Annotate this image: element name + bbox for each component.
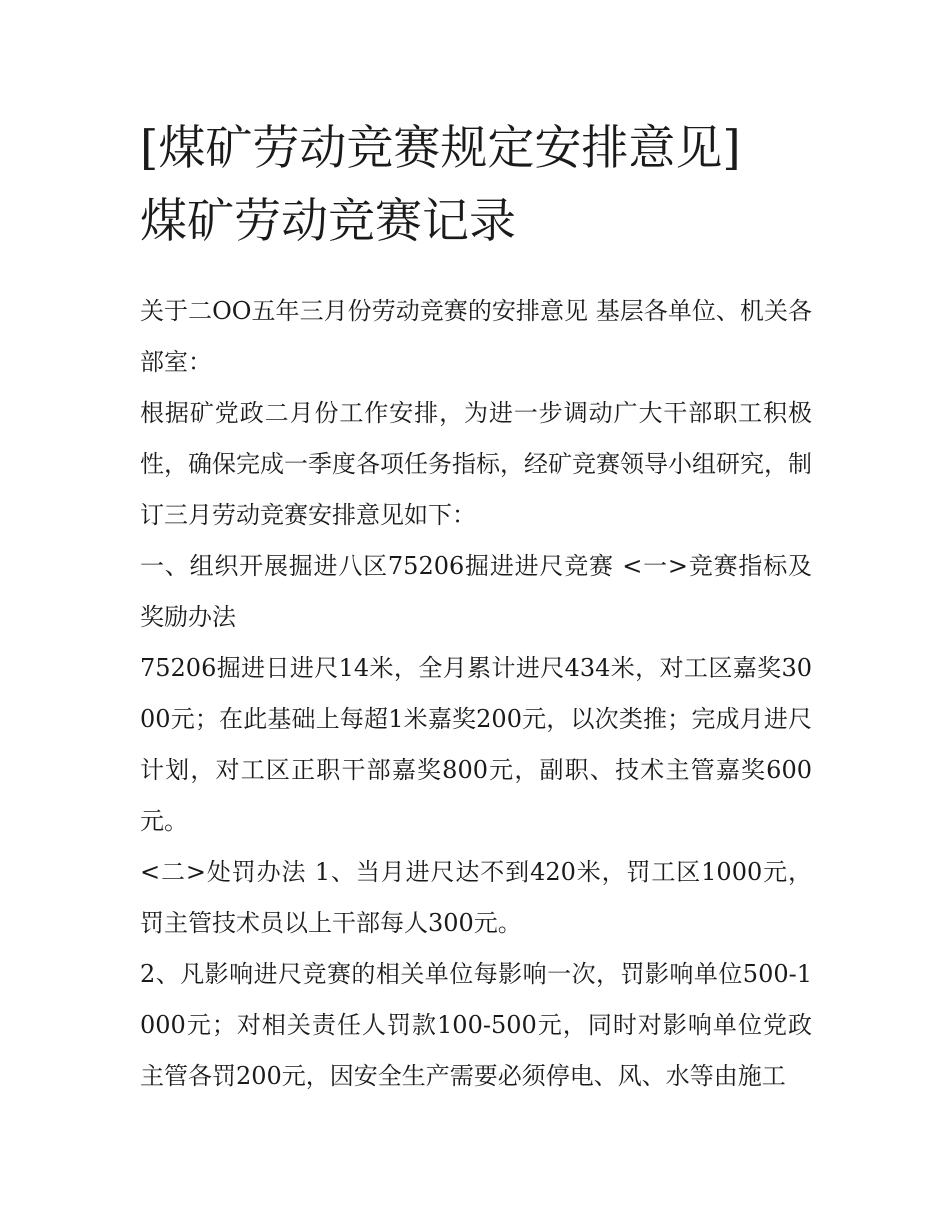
paragraph-penalty-one: <二>处罚办法 1、当月进尺达不到420米，罚工区1000元，罚主管技术员以上干部每人300元。	[140, 858, 812, 937]
paragraph-notice-heading: 关于二OO五年三月份劳动竞赛的安排意见 基层各单位、机关各部室：	[140, 297, 812, 376]
document-page	[140, 112, 812, 1102]
document-title	[140, 112, 812, 258]
paragraph-section-one: 一、组织开展掘进八区75206掘进进尺竞赛 <一>竞赛指标及奖励办法	[140, 552, 812, 631]
title-line-2: 煤矿劳动竞赛记录	[140, 194, 516, 249]
title-line-1: [煤矿劳动竞赛规定安排意见]	[140, 121, 741, 176]
paragraph-penalty-two: 2、凡影响进尺竞赛的相关单位每影响一次，罚影响单位500-1000元；对相关责任人罚款100-500元，同时对影响单位党政主管各罚200元，因安全生产需要必须停电、风、水等由施工	[140, 960, 812, 1090]
paragraph-reward-terms: 75206掘进日进尺14米，全月累计进尺434米，对工区嘉奖3000元；在此基础上每超1米嘉奖200元，以次类推；完成月进尺计划，对工区正职干部嘉奖800元，副职、技术主管嘉奖600元。	[140, 654, 812, 835]
document-body	[140, 286, 812, 1102]
paragraph-intro: 根据矿党政二月份工作安排，为进一步调动广大干部职工积极性，确保完成一季度各项任务指标，经矿竞赛领导小组研究，制订三月劳动竞赛安排意见如下：	[140, 399, 812, 529]
